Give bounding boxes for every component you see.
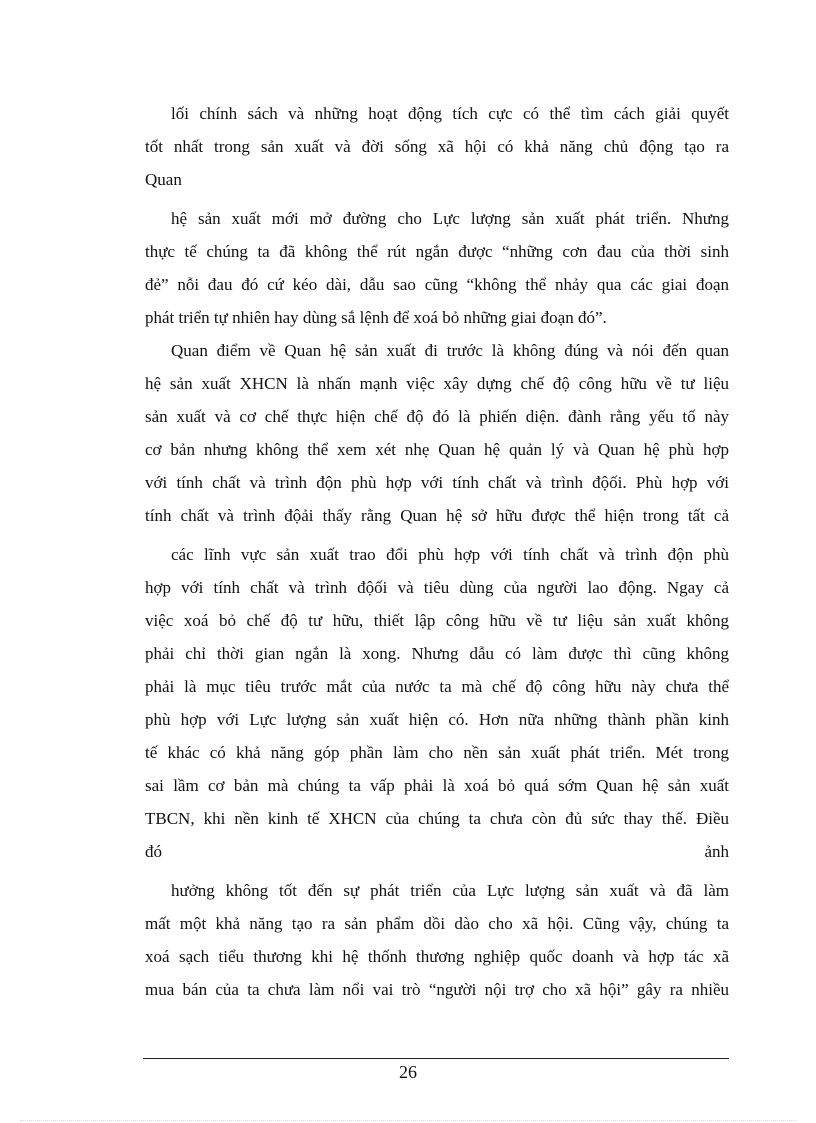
text-line: với tính chất và trình độn phù hợp với tính chất và trình độối. Phù hợp với	[145, 473, 729, 492]
paragraph-4	[145, 538, 729, 868]
paragraph-5	[145, 874, 729, 1006]
text-line: tính chất và trình độải thấy rằng Quan hệ sở hữu được thể hiện trong tất cả	[145, 506, 729, 525]
text-line: phải là mục tiêu trước mắt của nước ta mà chế độ công hữu này chưa thể	[145, 677, 729, 696]
paragraph-2	[145, 202, 729, 334]
footer-divider	[143, 1058, 729, 1059]
text-line: việc xoá bỏ chế độ tư hữu, thiết lập công hữu về tư liệu sản xuất không	[145, 611, 729, 630]
text-line: tốt nhất trong sản xuất và đời sống xã hội có khả năng chủ động tạo ra	[145, 137, 729, 156]
text-line: các lĩnh vực sản xuất trao đổi phù hợp với tính chất và trình độn phù	[171, 545, 729, 564]
text-line: sản xuất và cơ chế thực hiện chế độ đó là phiến diện. đành rằng yếu tố này	[145, 407, 729, 426]
page-edge-divider	[20, 1120, 796, 1121]
text-line: phải chỉ thời gian ngắn là xong. Nhưng dẫu có làm được thì cũng không	[145, 644, 729, 663]
text-line: hưởng không tốt đến sự phát triển của Lực lượng sản xuất và đã làm	[171, 881, 729, 900]
text-line: phù hợp với Lực lượng sản xuất hiện có. Hơn nữa những thành phần kinh	[145, 710, 729, 729]
text-line: lối chính sách và những hoạt động tích cực có thể tìm cách giải quyết	[171, 104, 729, 123]
text-line: hệ sản xuất XHCN là nhấn mạnh việc xây dựng chế độ công hữu về tư liệu	[145, 374, 729, 393]
text-line: đẻ” nỗi đau đó cứ kéo dài, dẫu sao cũng “không thể nhảy qua các giai đoạn	[145, 275, 729, 294]
text-line: hệ sản xuất mới mở đường cho Lực lượng sản xuất phát triển. Nhưng	[171, 209, 729, 228]
text-line: mất một khả năng tạo ra sản phẩm dồi dào cho xã hội. Cũng vậy, chúng ta	[145, 914, 729, 933]
text-line: hợp với tính chất và trình độối và tiêu dùng của người lao động. Ngay cả	[145, 578, 729, 597]
text-line: cơ bản nhưng không thể xem xét nhẹ Quan hệ quản lý và Quan hệ phù hợp	[145, 440, 729, 459]
paragraph-1	[145, 97, 729, 196]
text-line: Quan điểm về Quan hệ sản xuất đi trước là không đúng và nói đến quan	[171, 341, 729, 360]
text-line: TBCN, khi nền kinh tế XHCN của chúng ta chưa còn đủ sức thay thế. Điều	[145, 809, 729, 828]
text-line: mua bán của ta chưa làm nổi vai trò “người nội trợ cho xã hội” gây ra nhiều	[145, 980, 729, 999]
text-line: tế khác có khả năng góp phần làm cho nền sản xuất phát triển. Mét trong	[145, 743, 729, 762]
text-line: thực tế chúng ta đã không thể rút ngắn được “những cơn đau của thời sinh	[145, 242, 729, 261]
text-line: phát triển tự nhiên hay dùng sắ lệnh để xoá bỏ những giai đoạn đó”.	[145, 308, 607, 327]
paragraph-3	[145, 334, 729, 532]
text-line: Quan	[145, 170, 182, 189]
text-line: sai lầm cơ bản mà chúng ta vấp phải là xoá bỏ quá sớm Quan hệ sản xuất	[145, 776, 729, 795]
body-text	[145, 97, 729, 1006]
text-line: xoá sạch tiểu thương khi hệ thốnh thương nghiệp quốc doanh và hợp tác xã	[145, 947, 729, 966]
page-number: 26	[399, 1062, 417, 1082]
text-line: đó ảnh	[145, 842, 729, 861]
